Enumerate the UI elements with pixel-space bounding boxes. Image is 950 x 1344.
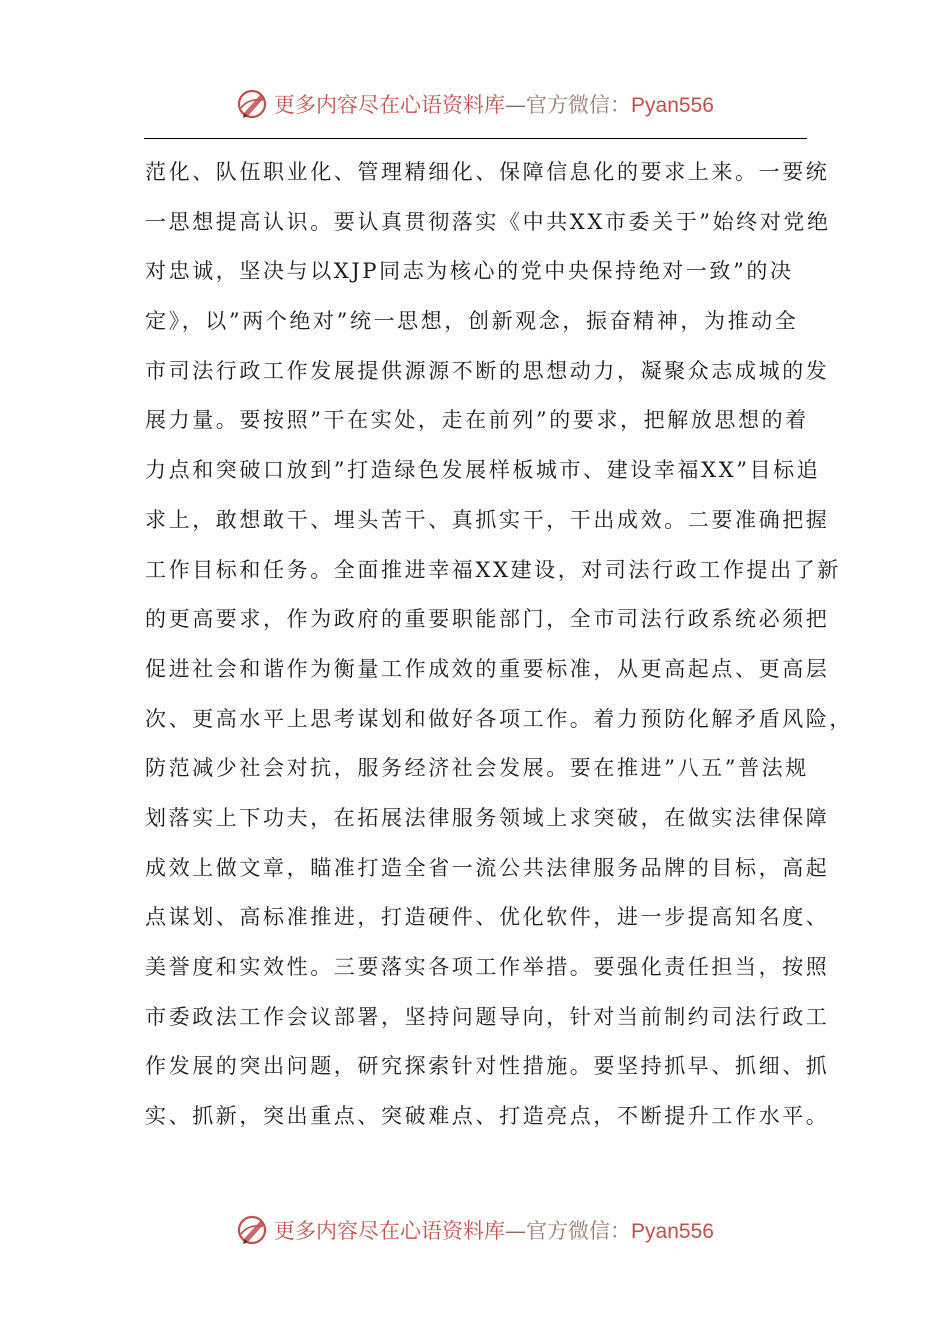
- pen-logo-icon: [236, 1213, 270, 1247]
- text-line: 力点和突破口放到”打造绿色发展样板城市、建设幸福XX”目标追: [145, 458, 821, 483]
- header-separator: —: [505, 93, 527, 117]
- text-line: 点谋划、高标准推进，打造硬件、优化软件，进一步提高知名度、: [145, 905, 830, 930]
- footer-banner-text: [274, 1215, 714, 1245]
- header-divider: [144, 138, 807, 139]
- header-site-text: 更多内容尽在心语资料库: [274, 93, 506, 117]
- header-wechat-label: 官方微信：: [526, 93, 632, 117]
- footer-banner: [0, 1210, 950, 1250]
- header-banner-text: [274, 89, 714, 119]
- text-line: 成效上做文章，瞄准打造全省一流公共法律服务品牌的目标，高起: [145, 855, 830, 880]
- text-line: 定》，以”两个绝对”统一思想，创新观念，振奋精神，为推动全: [145, 309, 799, 334]
- text-line: 划落实上下功夫，在拓展法律服务领域上求突破，在做实法律保障: [145, 805, 830, 830]
- footer-wechat-id: Pyan556: [631, 1220, 714, 1243]
- text-line: 促进社会和谐作为衡量工作成效的重要标准，从更高起点、更高层: [145, 656, 830, 681]
- footer-separator: —: [505, 1219, 527, 1243]
- text-line: 展力量。要按照”干在实处，走在前列”的要求，把解放思想的着: [145, 408, 809, 433]
- text-line: 求上，敢想敢干、埋头苦干、真抓实干，干出成效。二要准确把握: [145, 507, 830, 532]
- text-line: 工作目标和任务。全面推进幸福XX建设，对司法行政工作提出了新: [145, 557, 841, 582]
- text-line: 实、抓新，突出重点、突破难点、打造亮点，不断提升工作水平。: [145, 1104, 830, 1129]
- footer-site-text: 更多内容尽在心语资料库: [274, 1219, 506, 1243]
- text-line: 市司法行政工作发展提供源源不断的思想动力，凝聚众志成城的发: [145, 358, 830, 383]
- text-line: 防范减少社会对抗，服务经济社会发展。要在推进”八五”普法规: [145, 756, 809, 781]
- header-banner: [0, 84, 950, 124]
- text-line: 美誉度和实效性。三要落实各项工作举措。要强化责任担当，按照: [145, 955, 830, 979]
- text-line: 作发展的突出问题，研究探索针对性措施。要坚持抓早、抓细、抓: [145, 1054, 830, 1079]
- text-line: 范化、队伍职业化、管理精细化、保障信息化的要求上来。一要统: [145, 160, 830, 184]
- header-wechat-id: Pyan556: [631, 94, 714, 117]
- text-line: 一思想提高认识。要认真贯彻落实《中共XX市委关于”始终对党绝: [145, 209, 831, 234]
- text-line: 对忠诚，坚决与以XJP同志为核心的党中央保持绝对一致”的决: [145, 259, 794, 284]
- footer-wechat-label: 官方微信：: [526, 1219, 632, 1243]
- document-body: [145, 150, 853, 1144]
- text-line: 次、更高水平上思考谋划和做好各项工作。着力预防化解矛盾风险，: [145, 706, 853, 731]
- pen-logo-icon: [236, 87, 270, 121]
- text-line: 市委政法工作会议部署，坚持问题导向，针对当前制约司法行政工: [145, 1004, 830, 1029]
- text-line: 的更高要求，作为政府的重要职能部门，全市司法行政系统必须把: [145, 607, 830, 632]
